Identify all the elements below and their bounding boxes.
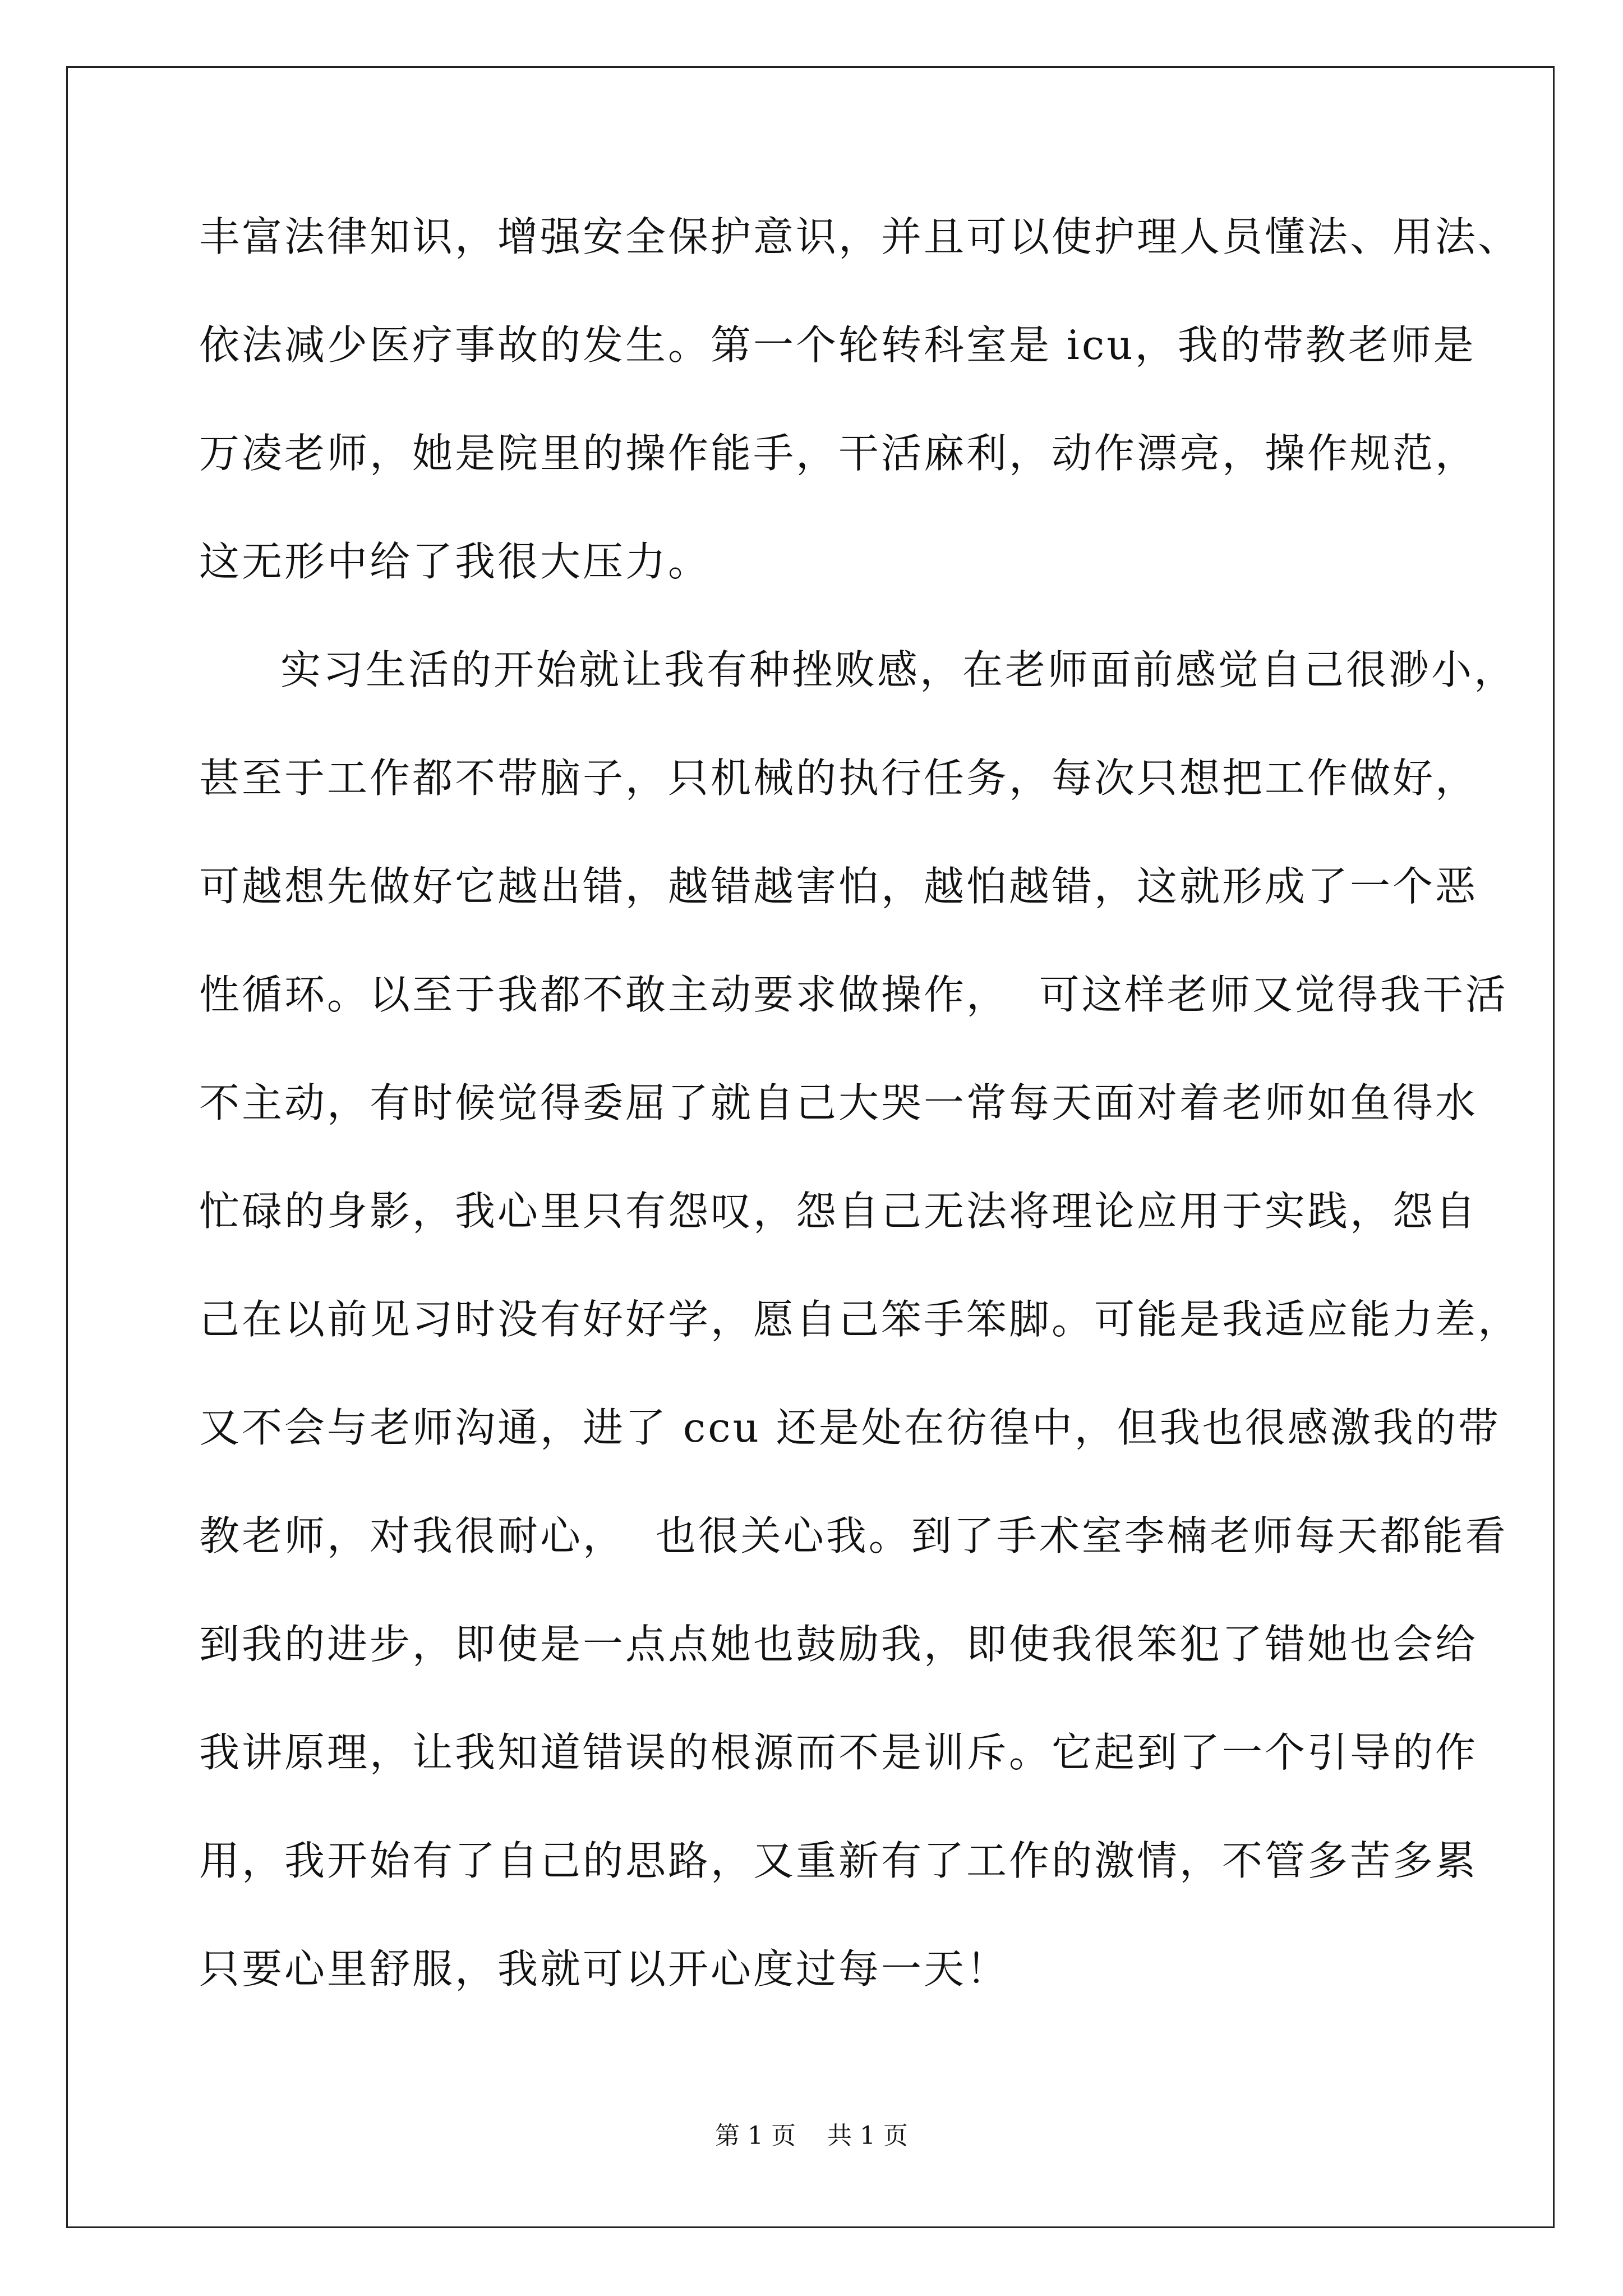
text-line: 万凌老师，她是院里的操作能手，干活麻利，动作漂亮，操作规范，: [199, 430, 1478, 477]
text-line-indented: 实习生活的开始就让我有种挫败感，在老师面前感觉自己很渺小，: [280, 646, 1517, 693]
document-body: [199, 209, 1521, 2049]
text-line: 不主动，有时候觉得委屈了就自己大哭一常每天面对着老师如鱼得水: [199, 1079, 1478, 1126]
page-number-footer: 第 1 页 共 1 页: [715, 2122, 908, 2150]
text-line: 忙碌的身影，我心里只有怨叹，怨自己无法将理论应用于实践，怨自: [199, 1188, 1478, 1235]
text-line: 性循环。以至于我都不敢主动要求做操作， 可这样老师又觉得我干活: [199, 971, 1508, 1018]
text-line: 甚至于工作都不带脑子，只机械的执行任务，每次只想把工作做好，: [199, 754, 1478, 802]
text-line: 到我的进步，即使是一点点她也鼓励我，即使我很笨犯了错她也会给: [199, 1621, 1478, 1668]
text-line: 可越想先做好它越出错，越错越害怕，越怕越错，这就形成了一个恶: [199, 863, 1478, 910]
text-line: 这无形中给了我很大压力。: [199, 538, 711, 585]
text-line: 己在以前见习时没有好好学，愿自己笨手笨脚。可能是我适应能力差，: [199, 1296, 1521, 1343]
text-line: 又不会与老师沟通，进了 ccu 还是处在彷徨中，但我也很感激我的带: [199, 1404, 1501, 1451]
text-line: 我讲原理，让我知道错误的根源而不是训斥。它起到了一个引导的作: [199, 1729, 1478, 1776]
text-line: 教老师，对我很耐心， 也很关心我。到了手术室李楠老师每天都能看: [199, 1512, 1508, 1559]
text-line: 依法减少医疗事故的发生。第一个轮转科室是 icu，我的带教老师是: [199, 321, 1476, 369]
text-line: 只要心里舒服，我就可以开心度过每一天！: [199, 1945, 1009, 1993]
text-line: 用，我开始有了自己的思路，又重新有了工作的激情，不管多苦多累: [199, 1837, 1478, 1884]
text-line: 丰富法律知识，增强安全保护意识，并且可以使护理人员懂法、用法、: [199, 213, 1521, 260]
